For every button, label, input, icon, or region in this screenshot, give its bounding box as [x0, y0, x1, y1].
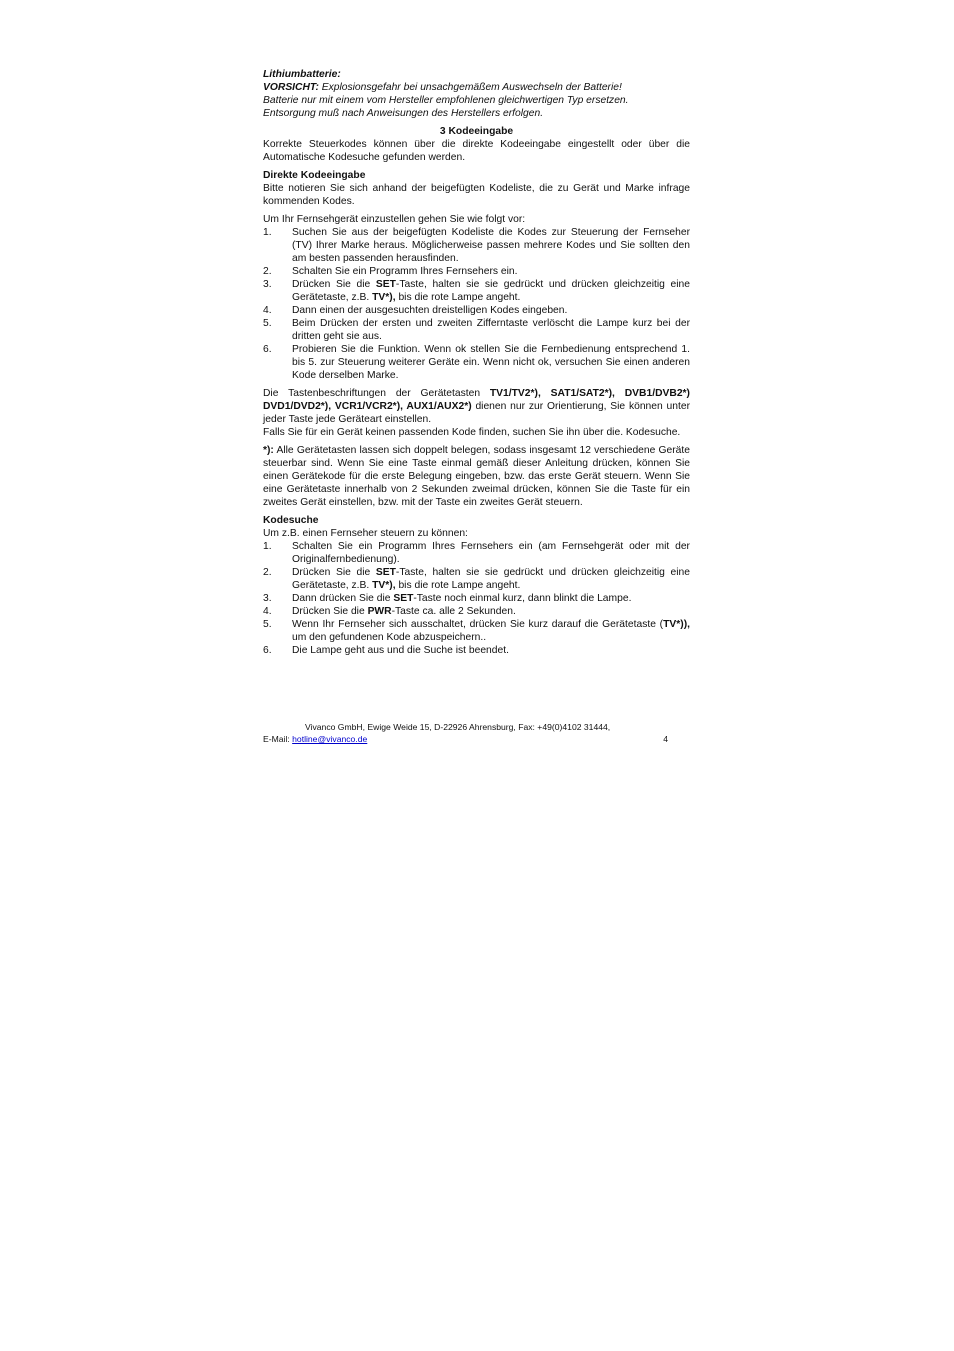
- email-link[interactable]: hotline@vivanco.de: [292, 734, 368, 744]
- no-code-paragraph: Falls Sie für ein Gerät keinen passenden Kode finden, suchen Sie ihn über die. Kodesuche.: [263, 427, 681, 438]
- list-item: 3. Dann drücken Sie die SET-Taste noch einmal kurz, dann blinkt die Lampe.: [263, 593, 632, 604]
- warning-label: VORSICHT:: [263, 82, 319, 93]
- list-item: 2. Drücken Sie die SET-Taste, halten sie sie gedrückt und drücken gleichzeitig eine Gerätetaste, z.B. TV*), bis die rote Lampe angeht.: [263, 567, 690, 591]
- search-steps: [263, 540, 690, 657]
- battery-line-2: Batterie nur mit einem vom Hersteller empfohlenen gleichwertigen Typ ersetzen.: [263, 95, 629, 106]
- footer-address: Vivanco GmbH, Ewige Weide 15, D-22926 Ahrensburg, Fax: +49(0)4102 31444,: [305, 722, 611, 732]
- battery-heading: Lithiumbatterie:: [263, 69, 341, 80]
- section-title: 3 Kodeeingabe: [439, 126, 514, 137]
- footnote-paragraph: *): Alle Gerätetasten lassen sich doppelt belegen, sodass insgesamt 12 verschiedene Geräte steuerbar sind. Wenn Sie eine Taste einmal gemäß dieser Anleitung drücken, können Sie einen Gerätekode für die erste Belegung eingeben, bzw. das erste Gerät steuern. Wenn Sie eine Gerätetaste innerhalb von 2 Sekunden zweimal drücken, können Sie die Taste für ein zweites Gerät einstellen, bzw. mit der Taste ein zweites Gerät steuern.: [263, 445, 690, 508]
- direct-heading: Direkte Kodeeingabe: [263, 170, 366, 181]
- list-item: 4. Dann einen der ausgesuchten dreistelligen Kodes eingeben.: [263, 305, 568, 316]
- search-lead: Um z.B. einen Fernseher steuern zu können:: [263, 528, 468, 539]
- list-item: 6. Die Lampe geht aus und die Suche ist beendet.: [263, 645, 509, 656]
- list-item: 6. Probieren Sie die Funktion. Wenn ok stellen Sie die Fernbedienung entsprechend 1. bis 5. zur Steuerung weiterer Geräte ein. Wenn nicht ok, versuchen Sie einen anderen Kode derselben Marke.: [263, 344, 690, 381]
- document-page: [263, 68, 690, 657]
- list-item: 4. Drücken Sie die PWR-Taste ca. alle 2 Sekunden.: [263, 606, 516, 617]
- list-item: 3. Drücken Sie die SET-Taste, halten sie sie gedrückt und drücken gleichzeitig eine Gerätetaste, z.B. TV*), bis die rote Lampe angeht.: [263, 279, 690, 303]
- footnote-mark: *):: [263, 445, 274, 456]
- key-labels-paragraph: Die Tastenbeschriftungen der Gerätetasten TV1/TV2*), SAT1/SAT2*), DVB1/DVB2*) DVD1/DVD2*), VCR1/VCR2*), AUX1/AUX2*) dienen nur zur Orientierung, Sie können unter jeder Taste jede Geräteart einstellen.: [263, 388, 690, 425]
- direct-lead: Um Ihr Fernsehgerät einzustellen gehen Sie wie folgt vor:: [263, 214, 526, 225]
- page-number: 4: [663, 734, 668, 744]
- warning-text: Explosionsgefahr bei unsachgemäßem Auswechseln der Batterie!: [318, 82, 622, 93]
- search-heading: Kodesuche: [263, 515, 319, 526]
- battery-warning: [263, 81, 690, 94]
- direct-intro: Bitte notieren Sie sich anhand der beigefügten Kodeliste, die zu Gerät und Marke infrage kommenden Kodes.: [263, 183, 690, 207]
- list-item: 1. Schalten Sie ein Programm Ihres Fernsehers ein (am Fernsehgerät oder mit der Originalfernbedienung).: [263, 541, 690, 565]
- footer-email: E-Mail: hotline@vivanco.de: [263, 734, 368, 744]
- page-footer: [263, 721, 690, 745]
- list-item: 1. Suchen Sie aus der beigefügten Kodeliste die Kodes zur Steuerung der Fernseher (TV) Ihrer Marke heraus. Möglicherweise passen mehrere Kodes und Sie sollten den am besten passenden herausfinden.: [263, 227, 690, 264]
- list-item: 5. Wenn Ihr Fernseher sich ausschaltet, drücken Sie kurz darauf die Gerätetaste (TV*)), um den gefundenen Kode abzuspeichern..: [263, 619, 690, 643]
- list-item: 2. Schalten Sie ein Programm Ihres Fernsehers ein.: [263, 266, 518, 277]
- direct-steps: [263, 226, 690, 382]
- battery-line-3: Entsorgung muß nach Anweisungen des Herstellers erfolgen.: [263, 108, 544, 119]
- list-item: 5. Beim Drücken der ersten und zweiten Zifferntaste verlöscht die Lampe kurz bei der dritten geht sie aus.: [263, 318, 690, 342]
- section-intro: Korrekte Steuerkodes können über die direkte Kodeeingabe eingestellt oder über die Automatische Kodesuche gefunden werden.: [263, 139, 690, 163]
